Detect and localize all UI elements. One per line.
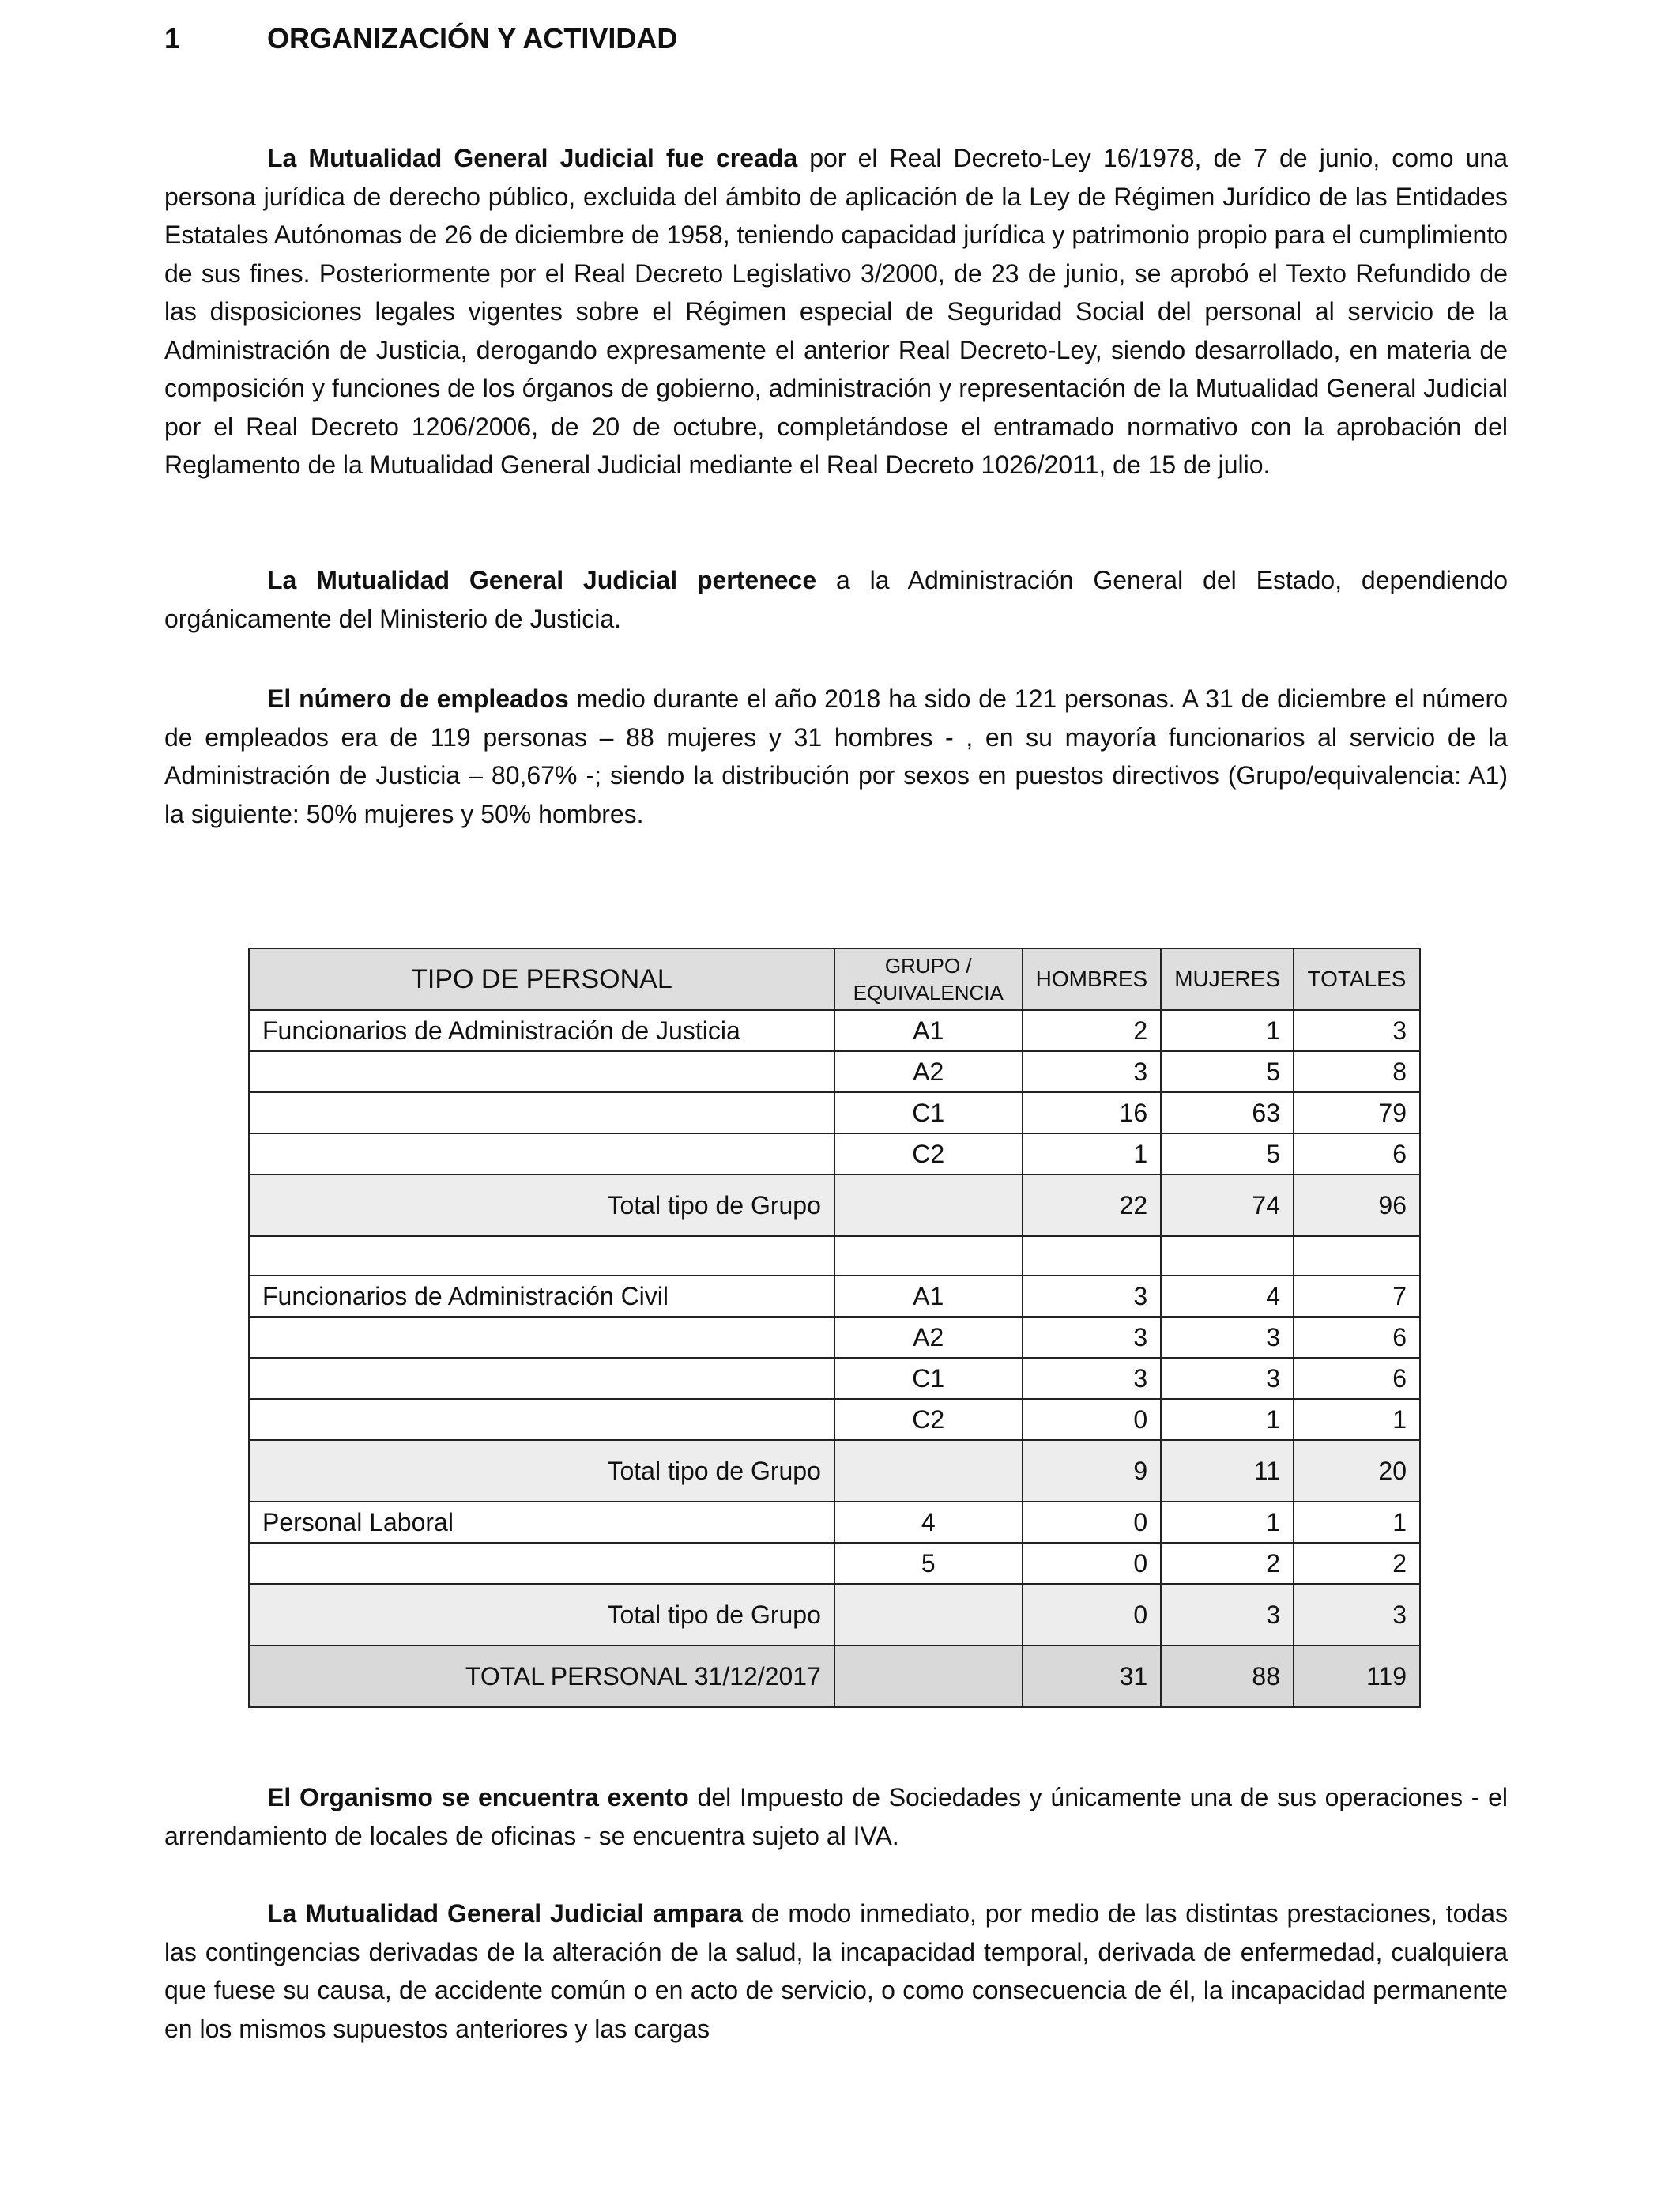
cell-women: 1 — [1161, 1502, 1294, 1543]
header-group: GRUPO / EQUIVALENCIA — [834, 948, 1023, 1010]
cell-label — [249, 1236, 834, 1276]
table-body — [249, 1010, 1420, 1707]
table-row — [249, 1276, 1420, 1317]
table-total-row — [249, 1646, 1420, 1707]
cell-women: 5 — [1161, 1133, 1294, 1174]
table-row — [249, 1051, 1420, 1092]
cell-total: 1 — [1294, 1502, 1420, 1543]
paragraph-lead: La Mutualidad General Judicial pertenece — [267, 566, 817, 594]
cell-total: 3 — [1294, 1010, 1420, 1051]
table-subtotal-row — [249, 1440, 1420, 1502]
cell-women: 5 — [1161, 1051, 1294, 1092]
section-heading — [164, 22, 677, 55]
cell-women: 3 — [1161, 1317, 1294, 1358]
cell-label — [249, 1133, 834, 1174]
cell-men: 2 — [1023, 1010, 1162, 1051]
paragraph-body: de modo inmediato, por medio de las distintas prestaciones, todas las contingencias derivadas de la alteración de la salud, la incapacidad temporal, derivada de enfermedad, cualquiera que fuese su causa, de accidente común o en acto de servicio, o como consecuencia de él, la incapacidad permanente en los mismos supuestos anteriores y las cargas — [164, 1899, 1509, 2043]
table-row — [249, 1133, 1420, 1174]
section-title: ORGANIZACIÓN Y ACTIVIDAD — [267, 22, 678, 55]
table-row — [249, 1399, 1420, 1440]
cell-label — [249, 1543, 834, 1584]
cell-total: 6 — [1294, 1317, 1420, 1358]
paragraph-coverage — [164, 1894, 1508, 2048]
cell-label: Total tipo de Grupo — [249, 1440, 834, 1502]
cell-men: 16 — [1023, 1092, 1162, 1133]
cell-men: 31 — [1023, 1646, 1162, 1707]
cell-men: 3 — [1023, 1051, 1162, 1092]
table-row — [249, 1010, 1420, 1051]
cell-total: 3 — [1294, 1584, 1420, 1646]
paragraph-lead: El número de empleados — [267, 684, 569, 713]
table-row — [249, 1543, 1420, 1584]
header-women: MUJERES — [1161, 948, 1294, 1010]
paragraph-lead: La Mutualidad General Judicial ampara — [267, 1899, 743, 1928]
cell-label: Funcionarios de Administración de Justicia — [249, 1010, 834, 1051]
cell-label: Funcionarios de Administración Civil — [249, 1276, 834, 1317]
cell-label: Total tipo de Grupo — [249, 1174, 834, 1236]
paragraph-tax — [164, 1778, 1508, 1855]
cell-women: 88 — [1161, 1646, 1294, 1707]
cell-total: 96 — [1294, 1174, 1420, 1236]
cell-women: 11 — [1161, 1440, 1294, 1502]
cell-group: C1 — [834, 1092, 1023, 1133]
cell-men: 1 — [1023, 1133, 1162, 1174]
paragraph-body: medio durante el año 2018 ha sido de 121 personas. A 31 de diciembre el número de empleados era de 119 personas – 88 mujeres y 31 hombres - , en su mayoría funcionarios al servicio de la Administración de Justicia – 80,67% -; siendo la distribución por sexos en puestos directivos (Grupo/equivalencia: A1) la siguiente: 50% mujeres y 50% hombres. — [164, 684, 1509, 828]
cell-women: 4 — [1161, 1276, 1294, 1317]
table-row — [249, 1317, 1420, 1358]
staff-table — [248, 948, 1421, 1708]
cell-group — [834, 1236, 1023, 1276]
paragraph-lead: El Organismo se encuentra exento — [267, 1783, 689, 1811]
cell-men: 3 — [1023, 1358, 1162, 1399]
cell-total: 119 — [1294, 1646, 1420, 1707]
table-subtotal-row — [249, 1584, 1420, 1646]
paragraph-affiliation — [164, 561, 1508, 638]
header-type: TIPO DE PERSONAL — [249, 948, 834, 1010]
cell-group: A1 — [834, 1010, 1023, 1051]
cell-group: C2 — [834, 1399, 1023, 1440]
paragraph-employees — [164, 680, 1508, 833]
header-men: HOMBRES — [1023, 948, 1162, 1010]
cell-women: 2 — [1161, 1543, 1294, 1584]
header-totals: TOTALES — [1294, 948, 1420, 1010]
cell-men: 0 — [1023, 1502, 1162, 1543]
cell-group — [834, 1174, 1023, 1236]
cell-group: A2 — [834, 1317, 1023, 1358]
cell-group: 4 — [834, 1502, 1023, 1543]
cell-men: 0 — [1023, 1543, 1162, 1584]
cell-group — [834, 1646, 1023, 1707]
cell-label — [249, 1358, 834, 1399]
cell-total: 6 — [1294, 1358, 1420, 1399]
cell-group: A1 — [834, 1276, 1023, 1317]
cell-total: 6 — [1294, 1133, 1420, 1174]
cell-total: 7 — [1294, 1276, 1420, 1317]
cell-men: 0 — [1023, 1584, 1162, 1646]
cell-men: 3 — [1023, 1317, 1162, 1358]
cell-women: 3 — [1161, 1584, 1294, 1646]
cell-total: 79 — [1294, 1092, 1420, 1133]
cell-group — [834, 1584, 1023, 1646]
cell-women: 3 — [1161, 1358, 1294, 1399]
cell-women: 1 — [1161, 1010, 1294, 1051]
cell-group: 5 — [834, 1543, 1023, 1584]
cell-group: C1 — [834, 1358, 1023, 1399]
table-row — [249, 1502, 1420, 1543]
cell-total: 2 — [1294, 1543, 1420, 1584]
cell-total: 8 — [1294, 1051, 1420, 1092]
cell-label: Personal Laboral — [249, 1502, 834, 1543]
cell-label — [249, 1317, 834, 1358]
paragraph-body: a la Administración General del Estado, dependiendo orgánicamente del Ministerio de Justicia. — [164, 566, 1509, 633]
cell-men: 22 — [1023, 1174, 1162, 1236]
paragraph-lead: La Mutualidad General Judicial fue creada — [267, 144, 798, 172]
cell-label: TOTAL PERSONAL 31/12/2017 — [249, 1646, 834, 1707]
cell-total: 1 — [1294, 1399, 1420, 1440]
table-header-row — [249, 948, 1420, 1010]
cell-group — [834, 1440, 1023, 1502]
cell-label — [249, 1092, 834, 1133]
cell-label — [249, 1051, 834, 1092]
paragraph-body: del Impuesto de Sociedades y únicamente una de sus operaciones - el arrendamiento de locales de oficinas - se encuentra sujeto al IVA. — [164, 1783, 1509, 1850]
paragraph-body: por el Real Decreto-Ley 16/1978, de 7 de junio, como una persona jurídica de derecho público, excluida del ámbito de aplicación de la Ley de Régimen Jurídico de las Entidades Estatales Autónomas de 26 de diciembre de 1958, teniendo capacidad jurídica y patrimonio propio para el cumplimiento de sus fines. Posteriormente por el Real Decreto Legislativo 3/2000, de 23 de junio, se aprobó el Texto Refundido de las disposiciones legales vigentes sobre el Régimen especial de Seguridad Social del personal al servicio de la Administración de Justicia, derogando expresamente el anterior Real Decreto-Ley, siendo desarrollado, en materia de composición y funciones de los órganos de gobierno, administración y representación de la Mutualidad General Judicial por el Real Decreto 1206/2006, de 20 de octubre, completándose el entramado normativo con la aprobación del Reglamento de la Mutualidad General Judicial mediante el Real Decreto 1026/2011, de 15 de julio. — [164, 144, 1509, 479]
table-subtotal-row — [249, 1174, 1420, 1236]
section-number: 1 — [164, 22, 181, 55]
cell-total — [1294, 1236, 1420, 1276]
cell-women: 1 — [1161, 1399, 1294, 1440]
cell-label — [249, 1399, 834, 1440]
cell-men: 0 — [1023, 1399, 1162, 1440]
cell-group: A2 — [834, 1051, 1023, 1092]
cell-men: 9 — [1023, 1440, 1162, 1502]
paragraph-creation — [164, 139, 1508, 484]
table-row — [249, 1358, 1420, 1399]
cell-women: 63 — [1161, 1092, 1294, 1133]
cell-men — [1023, 1236, 1162, 1276]
table-row — [249, 1092, 1420, 1133]
cell-group: C2 — [834, 1133, 1023, 1174]
cell-men: 3 — [1023, 1276, 1162, 1317]
table-row — [249, 1236, 1420, 1276]
cell-women: 74 — [1161, 1174, 1294, 1236]
cell-women — [1161, 1236, 1294, 1276]
cell-label: Total tipo de Grupo — [249, 1584, 834, 1646]
cell-total: 20 — [1294, 1440, 1420, 1502]
